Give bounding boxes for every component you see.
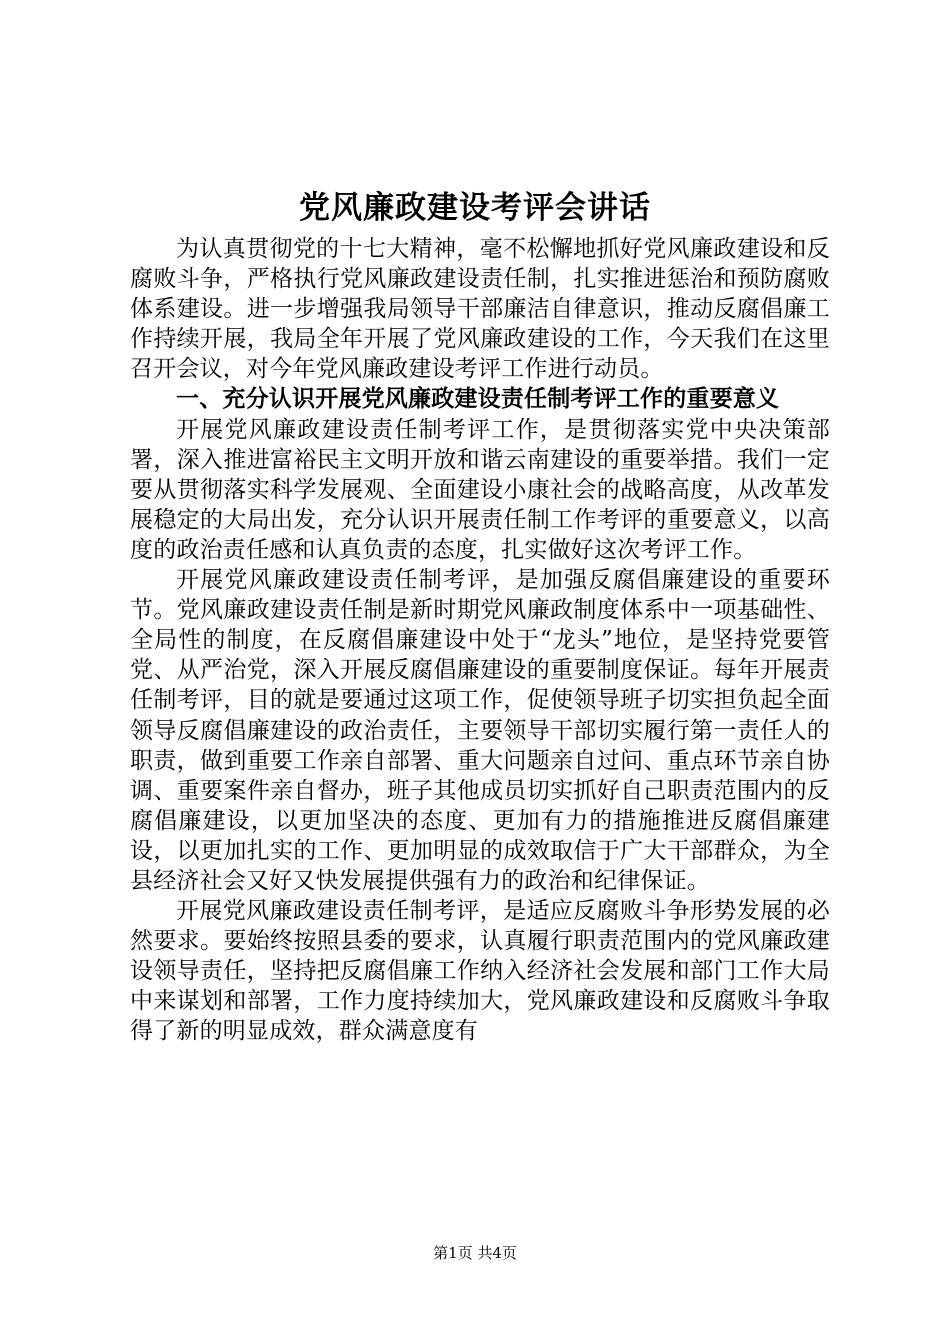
document-title: 党风廉政建设考评会讲话	[299, 190, 651, 226]
document-body	[130, 234, 830, 1047]
paragraph-intro: 为认真贯彻党的十七大精神，毫不松懈地抓好党风廉政建设和反腐败斗争，严格执行党风廉政建设责任制，扎实推进惩治和预防腐败体系建设。进一步增强我局领导干部廉洁自律意识，推动反腐倡廉工作持续开展，我局全年开展了党风廉政建设的工作，今天我们在这里召开会议，对今年党风廉政建设考评工作进行动员。	[130, 236, 830, 383]
paragraph-key-link: 开展党风廉政建设责任制考评，是加强反腐倡廉建设的重要环节。党风廉政建设责任制是新时期党风廉政制度体系中一项基础性、全局性的制度，在反腐倡廉建设中处于“龙头”地位，是坚持党要管党、从严治党，深入开展反腐倡廉建设的重要制度保证。每年开展责任制考评，目的就是要通过这项工作，促使领导班子切实担负起全面领导反腐倡廉建设的政治责任，主要领导干部切实履行第一责任人的职责，做到重要工作亲自部署、重大问题亲自过问、重点环节亲自协调、重要案件亲自督办，班子其他成员切实抓好自己职责范围内的反腐倡廉建设，以更加坚决的态度、更加有力的措施推进反腐倡廉建设，以更加扎实的工作、更加明显的成效取信于广大干部群众，为全县经济社会又好又快发展提供强有力的政治和纪律保证。	[130, 567, 830, 894]
paragraph-significance: 开展党风廉政建设责任制考评工作，是贯彻落实党中央决策部署，深入推进富裕民主文明开放和谐云南建设的重要举措。我们一定要从贯彻落实科学发展观、全面建设小康社会的战略高度，从改革发展稳定的大局出发，充分认识开展责任制工作考评的重要意义，以高度的政治责任感和认真负责的态度，扎实做好这次考评工作。	[130, 416, 830, 563]
section-heading-1: 一、充分认识开展党风廉政建设责任制考评工作的重要意义	[176, 385, 780, 413]
paragraph-requirement: 开展党风廉政建设责任制考评，是适应反腐败斗争形势发展的必然要求。要始终按照县委的要求，认真履行职责范围内的党风廉政建设领导责任，坚持把反腐倡廉工作纳入经济社会发展和部门工作大局中来谋划和部署，工作力度持续加大，党风廉政建设和反腐败斗争取得了新的明显成效，群众满意度有	[130, 898, 830, 1045]
page-number-footer: 第1页 共4页	[433, 1244, 517, 1262]
